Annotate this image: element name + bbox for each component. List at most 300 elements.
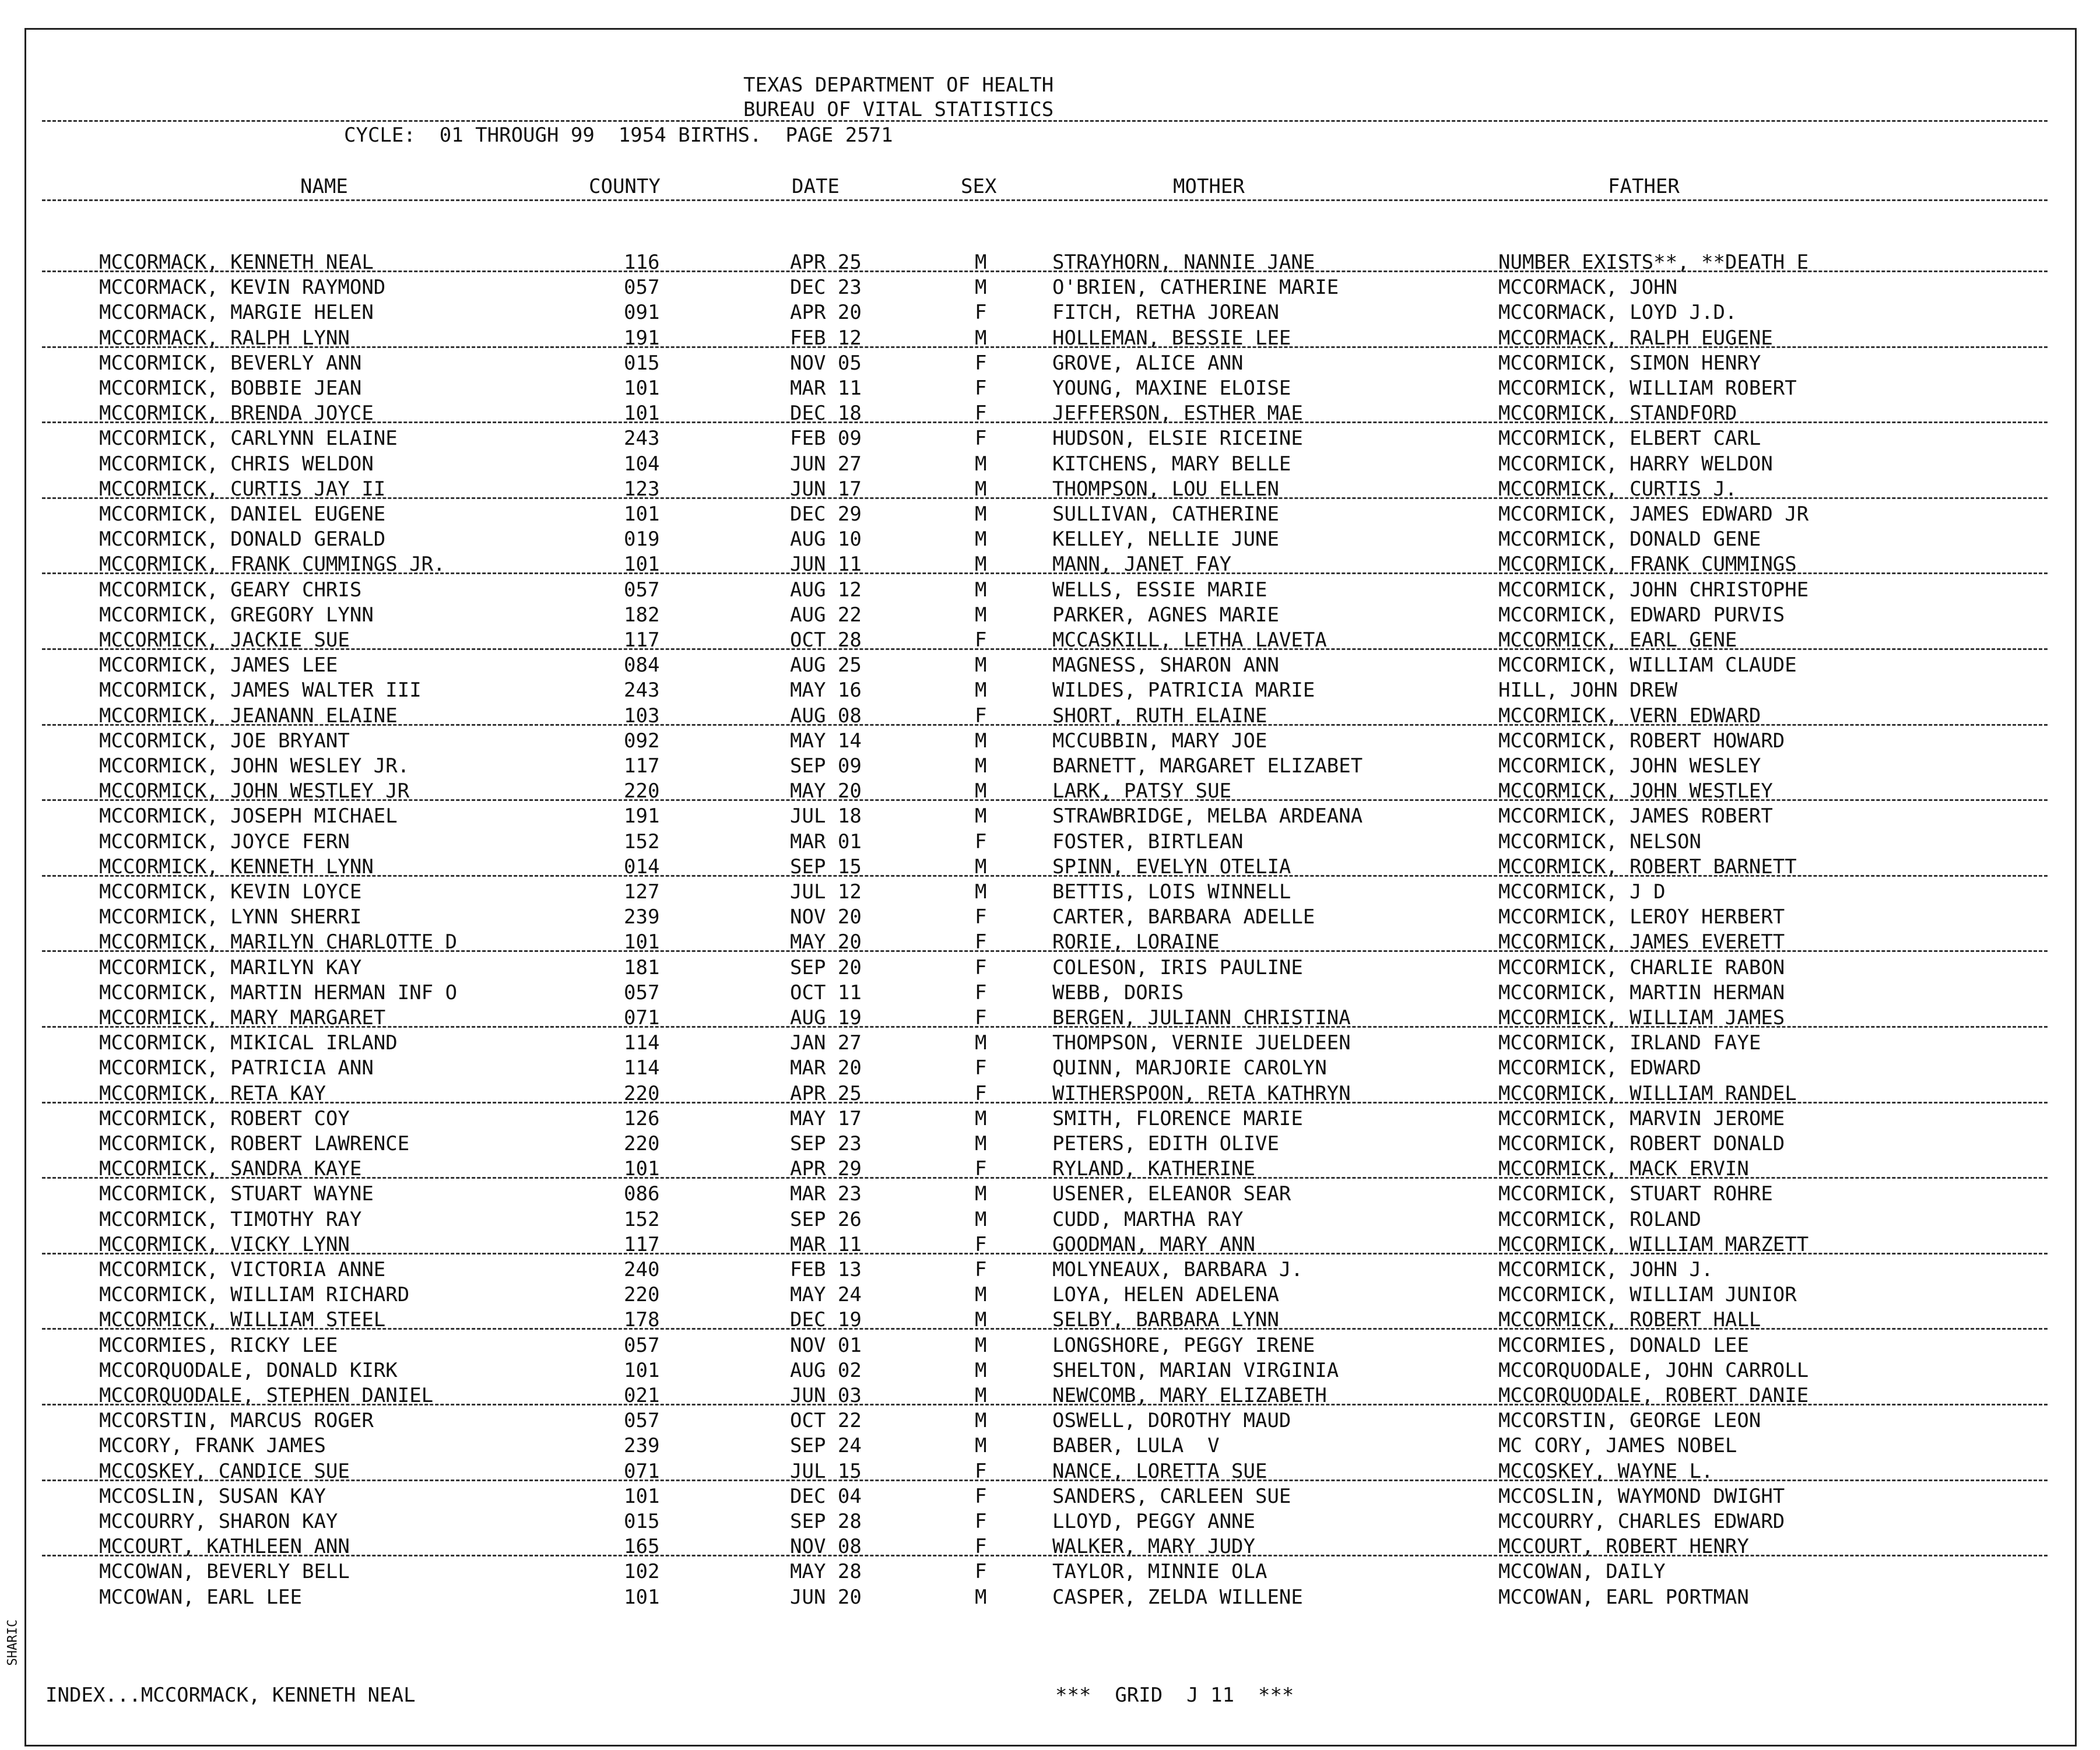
row-county: 057 (624, 1333, 660, 1357)
row-sex: M (975, 653, 987, 677)
row-sex: M (975, 477, 987, 501)
row-father: MCCORMICK, NELSON (1498, 830, 1701, 853)
row-date: MAY 28 (790, 1560, 862, 1584)
row-sex: F (975, 1006, 987, 1029)
row-date: MAR 11 (790, 377, 862, 400)
row-date: JUN 27 (790, 452, 862, 476)
row-name: MCCORMICK, RETA KAY (99, 1081, 326, 1105)
row-sex: M (975, 276, 987, 300)
row-father: MCCORMICK, LEROY HERBERT (1498, 905, 1785, 929)
row-county: 243 (624, 679, 660, 702)
row-date: APR 20 (790, 301, 862, 325)
row-sex: M (975, 528, 987, 551)
row-mother: LOYA, HELEN ADELENA (1052, 1283, 1279, 1307)
row-mother: RYLAND, KATHERINE (1052, 1157, 1255, 1181)
row-county: 239 (624, 1434, 660, 1458)
row-father: MCCORMICK, WILLIAM JUNIOR (1498, 1283, 1797, 1307)
row-date: MAY 24 (790, 1283, 862, 1307)
row-mother: BERGEN, JULIANN CHRISTINA (1052, 1006, 1351, 1029)
row-mother: TAYLOR, MINNIE OLA (1052, 1560, 1267, 1584)
row-county: 014 (624, 855, 660, 878)
row-date: JUN 03 (790, 1384, 862, 1407)
row-group-divider (42, 724, 2048, 726)
row-sex: M (975, 779, 987, 803)
row-date: DEC 04 (790, 1484, 862, 1508)
row-date: JUN 20 (790, 1585, 862, 1609)
row-sex: F (975, 981, 987, 1004)
row-sex: F (975, 1258, 987, 1281)
row-father: MCCORMICK, JOHN J. (1498, 1258, 1713, 1281)
row-mother: LARK, PATSY SUE (1052, 779, 1232, 803)
row-county: 220 (624, 779, 660, 803)
row-county: 057 (624, 578, 660, 602)
row-group-divider (42, 497, 2048, 499)
row-name: MCCORMICK, BEVERLY ANN (99, 351, 362, 375)
row-date: SEP 26 (790, 1207, 862, 1231)
row-county: 015 (624, 351, 660, 375)
row-father: MCCORMICK, EDWARD (1498, 1056, 1701, 1080)
row-date: NOV 05 (790, 351, 862, 375)
header-bureau: BUREAU OF VITAL STATISTICS (743, 98, 1054, 121)
row-sex: F (975, 402, 987, 426)
row-father: MCCORMICK, ROLAND (1498, 1207, 1701, 1231)
row-father: MCCORMICK, EDWARD PURVIS (1498, 603, 1785, 627)
row-county: 220 (624, 1283, 660, 1307)
row-father: MCCORMICK, JAMES EVERETT (1498, 930, 1785, 954)
row-father: MCCORMICK, ROBERT HALL (1498, 1308, 1761, 1332)
row-mother: SPINN, EVELYN OTELIA (1052, 855, 1291, 878)
row-mother: WEBB, DORIS (1052, 981, 1184, 1004)
row-name: MCCORMICK, DONALD GERALD (99, 528, 386, 551)
row-father: MCCORMICK, EARL GENE (1498, 628, 1737, 652)
row-mother: MOLYNEAUX, BARBARA J. (1052, 1258, 1303, 1281)
row-county: 057 (624, 1409, 660, 1433)
row-mother: SMITH, FLORENCE MARIE (1052, 1106, 1303, 1130)
row-mother: SANDERS, CARLEEN SUE (1052, 1484, 1291, 1508)
row-sex: F (975, 301, 987, 325)
row-sex: M (975, 1308, 987, 1332)
row-father: MCCORMICK, MARVIN JEROME (1498, 1106, 1785, 1130)
row-father: MCCORSTIN, GEORGE LEON (1498, 1409, 1761, 1433)
row-name: MCCORMICK, CARLYNN ELAINE (99, 427, 398, 451)
row-sex: M (975, 804, 987, 828)
row-sex: M (975, 1283, 987, 1307)
row-name: MCCORMICK, MARY MARGARET (99, 1006, 386, 1029)
row-name: MCCORQUODALE, DONALD KIRK (99, 1358, 398, 1382)
row-sex: M (975, 1333, 987, 1357)
row-mother: KELLEY, NELLIE JUNE (1052, 528, 1279, 551)
row-name: MCCORMICK, MARILYN CHARLOTTE D (99, 930, 458, 954)
row-date: MAR 23 (790, 1182, 862, 1206)
row-date: AUG 19 (790, 1006, 862, 1029)
row-group-divider (42, 799, 2048, 801)
row-date: SEP 09 (790, 754, 862, 778)
row-name: MCCORMICK, VICKY LYNN (99, 1232, 350, 1256)
row-group-divider (42, 1253, 2048, 1254)
row-date: JUL 12 (790, 880, 862, 904)
row-father: MCCORMICK, ROBERT BARNETT (1498, 855, 1797, 878)
row-date: AUG 25 (790, 653, 862, 677)
row-county: 102 (624, 1560, 660, 1584)
row-name: MCCORMICK, JAMES LEE (99, 653, 338, 677)
row-sex: M (975, 603, 987, 627)
row-sex: M (975, 679, 987, 702)
row-date: JUL 18 (790, 804, 862, 828)
row-name: MCCORMICK, GEARY CHRIS (99, 578, 362, 602)
row-name: MCCORMICK, KENNETH LYNN (99, 855, 374, 878)
row-sex: F (975, 930, 987, 954)
row-father: MCCOWAN, EARL PORTMAN (1498, 1585, 1749, 1609)
column-header-date: DATE (792, 175, 840, 198)
row-mother: LONGSHORE, PEGGY IRENE (1052, 1333, 1315, 1357)
row-group-divider (42, 1328, 2048, 1330)
row-county: 114 (624, 1056, 660, 1080)
row-father: MCCOWAN, DAILY (1498, 1560, 1666, 1584)
row-father: MCCORMACK, RALPH EUGENE (1498, 326, 1773, 350)
row-mother: SHELTON, MARIAN VIRGINIA (1052, 1358, 1339, 1382)
row-sex: F (975, 1560, 987, 1584)
row-name: MCCORMACK, RALPH LYNN (99, 326, 350, 350)
column-header-father: FATHER (1608, 175, 1680, 198)
row-sex: F (975, 704, 987, 728)
row-name: MCCOWAN, EARL LEE (99, 1585, 302, 1609)
row-mother: SULLIVAN, CATHERINE (1052, 502, 1279, 526)
row-date: JUN 17 (790, 477, 862, 501)
row-county: 101 (624, 1484, 660, 1508)
row-sex: M (975, 1132, 987, 1155)
row-mother: HOLLEMAN, BESSIE LEE (1052, 326, 1291, 350)
row-date: OCT 22 (790, 1409, 862, 1433)
row-date: NOV 20 (790, 905, 862, 929)
row-mother: BARNETT, MARGARET ELIZABET (1052, 754, 1363, 778)
row-sex: M (975, 1409, 987, 1433)
row-county: 114 (624, 1031, 660, 1055)
row-father: MCCORMICK, JAMES ROBERT (1498, 804, 1773, 828)
row-date: OCT 11 (790, 981, 862, 1004)
row-father: MCCORMICK, JOHN WESTLEY (1498, 779, 1773, 803)
row-name: MCCORMICK, MARILYN KAY (99, 955, 362, 979)
row-sex: F (975, 351, 987, 375)
row-father: MCCORMICK, CHARLIE RABON (1498, 955, 1785, 979)
row-sex: M (975, 1207, 987, 1231)
row-sex: M (975, 729, 987, 753)
row-mother: FITCH, RETHA JOREAN (1052, 301, 1279, 325)
row-father: MCCORMICK, JAMES EDWARD JR (1498, 502, 1809, 526)
row-county: 117 (624, 628, 660, 652)
row-date: MAY 16 (790, 679, 862, 702)
row-group-divider (42, 572, 2048, 574)
row-date: SEP 24 (790, 1434, 862, 1458)
row-mother: STRAWBRIDGE, MELBA ARDEANA (1052, 804, 1363, 828)
row-father: MCCORMICK, CURTIS J. (1498, 477, 1737, 501)
row-mother: CASPER, ZELDA WILLENE (1052, 1585, 1303, 1609)
row-name: MCCORMACK, MARGIE HELEN (99, 301, 374, 325)
row-name: MCCORMICK, ROBERT COY (99, 1106, 350, 1130)
row-name: MCCORMACK, KEVIN RAYMOND (99, 276, 386, 300)
row-date: AUG 08 (790, 704, 862, 728)
row-group-divider (42, 421, 2048, 423)
row-mother: MAGNESS, SHARON ANN (1052, 653, 1279, 677)
row-name: MCCORY, FRANK JAMES (99, 1434, 326, 1458)
row-mother: BABER, LULA V (1052, 1434, 1220, 1458)
row-mother: BETTIS, LOIS WINNELL (1052, 880, 1291, 904)
row-date: DEC 29 (790, 502, 862, 526)
row-father: MCCORMACK, LOYD J.D. (1498, 301, 1737, 325)
row-mother: MCCASKILL, LETHA LAVETA (1052, 628, 1327, 652)
row-sex: M (975, 1031, 987, 1055)
row-father: MCCORQUODALE, JOHN CARROLL (1498, 1358, 1809, 1382)
row-sex: M (975, 1106, 987, 1130)
row-county: 091 (624, 301, 660, 325)
row-county: 101 (624, 930, 660, 954)
row-father: MCCORMICK, ROBERT HOWARD (1498, 729, 1785, 753)
row-name: MCCORMIES, RICKY LEE (99, 1333, 338, 1357)
row-father: MCCORMICK, WILLIAM JAMES (1498, 1006, 1785, 1029)
row-mother: OSWELL, DOROTHY MAUD (1052, 1409, 1291, 1433)
row-county: 123 (624, 477, 660, 501)
footer-grid: *** GRID J 11 *** (1055, 1684, 1294, 1707)
row-date: MAR 20 (790, 1056, 862, 1080)
row-name: MCCORMICK, VICTORIA ANNE (99, 1258, 386, 1281)
header-title: TEXAS DEPARTMENT OF HEALTH (743, 73, 1054, 97)
row-mother: NEWCOMB, MARY ELIZABETH (1052, 1384, 1327, 1407)
cycle-line: CYCLE: 01 THROUGH 99 1954 BIRTHS. PAGE 2571 (344, 124, 893, 147)
row-father: MCCORMICK, ROBERT DONALD (1498, 1132, 1785, 1155)
row-mother: STRAYHORN, NANNIE JANE (1052, 251, 1315, 274)
row-date: AUG 02 (790, 1358, 862, 1382)
row-county: 057 (624, 276, 660, 300)
row-sex: F (975, 1459, 987, 1483)
row-date: DEC 18 (790, 402, 862, 426)
row-sex: M (975, 578, 987, 602)
row-county: 071 (624, 1459, 660, 1483)
row-name: MCCOWAN, BEVERLY BELL (99, 1560, 350, 1584)
column-header-divider (42, 199, 2048, 201)
side-mark: SHARIC (5, 1619, 20, 1666)
row-sex: M (975, 502, 987, 526)
row-mother: THOMPSON, LOU ELLEN (1052, 477, 1279, 501)
row-date: DEC 23 (790, 276, 862, 300)
row-county: 116 (624, 251, 660, 274)
row-name: MCCORMICK, WILLIAM STEEL (99, 1308, 386, 1332)
row-mother: SHORT, RUTH ELAINE (1052, 704, 1267, 728)
row-mother: KITCHENS, MARY BELLE (1052, 452, 1291, 476)
row-date: APR 25 (790, 1081, 862, 1105)
row-father: MCCORMICK, ELBERT CARL (1498, 427, 1761, 451)
row-county: 101 (624, 1157, 660, 1181)
row-county: 101 (624, 502, 660, 526)
row-county: 092 (624, 729, 660, 753)
row-date: MAY 14 (790, 729, 862, 753)
row-father: MCCORMICK, FRANK CUMMINGS (1498, 553, 1797, 577)
row-county: 182 (624, 603, 660, 627)
row-date: APR 25 (790, 251, 862, 274)
row-name: MCCORMICK, CURTIS JAY II (99, 477, 386, 501)
row-name: MCCORMICK, STUART WAYNE (99, 1182, 374, 1206)
row-name: MCCORMICK, SANDRA KAYE (99, 1157, 362, 1181)
row-father: MCCORMICK, STANDFORD (1498, 402, 1737, 426)
row-sex: F (975, 628, 987, 652)
row-mother: WITHERSPOON, RETA KATHRYN (1052, 1081, 1351, 1105)
row-date: DEC 19 (790, 1308, 862, 1332)
row-mother: YOUNG, MAXINE ELOISE (1052, 377, 1291, 400)
row-father: MCCORMICK, STUART ROHRE (1498, 1182, 1773, 1206)
row-name: MCCORMICK, JOYCE FERN (99, 830, 350, 853)
row-date: OCT 28 (790, 628, 862, 652)
row-sex: M (975, 855, 987, 878)
row-father: MCCORQUODALE, ROBERT DANIE (1498, 1384, 1809, 1407)
row-father: MCCORMICK, VERN EDWARD (1498, 704, 1761, 728)
row-name: MCCORMICK, BRENDA JOYCE (99, 402, 374, 426)
row-county: 165 (624, 1535, 660, 1559)
row-county: 101 (624, 377, 660, 400)
row-mother: LLOYD, PEGGY ANNE (1052, 1510, 1255, 1533)
row-name: MCCORMICK, BOBBIE JEAN (99, 377, 362, 400)
row-name: MCCORMICK, WILLIAM RICHARD (99, 1283, 410, 1307)
row-date: JUN 11 (790, 553, 862, 577)
row-sex: M (975, 1585, 987, 1609)
row-mother: CARTER, BARBARA ADELLE (1052, 905, 1315, 929)
row-date: NOV 08 (790, 1535, 862, 1559)
row-county: 127 (624, 880, 660, 904)
row-name: MCCORMICK, JACKIE SUE (99, 628, 350, 652)
row-county: 191 (624, 326, 660, 350)
row-name: MCCORMICK, JOE BRYANT (99, 729, 350, 753)
row-county: 086 (624, 1182, 660, 1206)
row-group-divider (42, 875, 2048, 877)
column-header-sex: SEX (961, 175, 997, 198)
row-mother: GROVE, ALICE ANN (1052, 351, 1244, 375)
row-date: APR 29 (790, 1157, 862, 1181)
row-sex: M (975, 1358, 987, 1382)
row-mother: WALKER, MARY JUDY (1052, 1535, 1255, 1559)
row-sex: F (975, 1081, 987, 1105)
row-date: JUL 15 (790, 1459, 862, 1483)
row-sex: F (975, 1232, 987, 1256)
row-father: MCCOURRY, CHARLES EDWARD (1498, 1510, 1785, 1533)
row-sex: M (975, 1434, 987, 1458)
row-name: MCCORMICK, JOSEPH MICHAEL (99, 804, 398, 828)
row-county: 101 (624, 553, 660, 577)
row-group-divider (42, 1404, 2048, 1405)
row-sex: M (975, 251, 987, 274)
row-county: 021 (624, 1384, 660, 1407)
row-county: 152 (624, 1207, 660, 1231)
row-county: 220 (624, 1081, 660, 1105)
row-mother: QUINN, MARJORIE CAROLYN (1052, 1056, 1327, 1080)
row-name: MCCORMICK, CHRIS WELDON (99, 452, 374, 476)
row-father: MCCORMICK, IRLAND FAYE (1498, 1031, 1761, 1055)
row-mother: O'BRIEN, CATHERINE MARIE (1052, 276, 1339, 300)
row-date: AUG 10 (790, 528, 862, 551)
row-mother: SELBY, BARBARA LYNN (1052, 1308, 1279, 1332)
row-father: MCCORMICK, J D (1498, 880, 1666, 904)
row-date: SEP 23 (790, 1132, 862, 1155)
row-county: 181 (624, 955, 660, 979)
row-sex: M (975, 880, 987, 904)
row-county: 101 (624, 1358, 660, 1382)
row-sex: M (975, 553, 987, 577)
row-group-divider (42, 1102, 2048, 1104)
row-name: MCCOSLIN, SUSAN KAY (99, 1484, 326, 1508)
row-date: MAR 11 (790, 1232, 862, 1256)
row-father: MCCORMICK, DONALD GENE (1498, 528, 1761, 551)
row-name: MCCOURRY, SHARON KAY (99, 1510, 338, 1533)
row-group-divider (42, 270, 2048, 272)
row-county: 243 (624, 427, 660, 451)
column-header-county: COUNTY (589, 175, 661, 198)
row-mother: PARKER, AGNES MARIE (1052, 603, 1279, 627)
row-county: 117 (624, 1232, 660, 1256)
row-father: MCCORMIES, DONALD LEE (1498, 1333, 1749, 1357)
row-name: MCCORMICK, JOHN WESTLEY JR (99, 779, 410, 803)
row-mother: COLESON, IRIS PAULINE (1052, 955, 1303, 979)
row-mother: FOSTER, BIRTLEAN (1052, 830, 1244, 853)
row-sex: F (975, 1157, 987, 1181)
row-sex: F (975, 427, 987, 451)
row-father: HILL, JOHN DREW (1498, 679, 1678, 702)
column-header-name: NAME (300, 175, 348, 198)
row-name: MCCORMICK, TIMOTHY RAY (99, 1207, 362, 1231)
row-county: 101 (624, 402, 660, 426)
row-date: AUG 22 (790, 603, 862, 627)
row-date: MAY 17 (790, 1106, 862, 1130)
row-father: MCCOSKEY, WAYNE L. (1498, 1459, 1713, 1483)
row-name: MCCORSTIN, MARCUS ROGER (99, 1409, 374, 1433)
row-father: MCCORMICK, MACK ERVIN (1498, 1157, 1749, 1181)
row-date: FEB 09 (790, 427, 862, 451)
row-mother: WILDES, PATRICIA MARIE (1052, 679, 1315, 702)
row-father: MC CORY, JAMES NOBEL (1498, 1434, 1737, 1458)
row-sex: M (975, 1384, 987, 1407)
row-sex: M (975, 754, 987, 778)
row-name: MCCORMICK, DANIEL EUGENE (99, 502, 386, 526)
row-mother: PETERS, EDITH OLIVE (1052, 1132, 1279, 1155)
row-county: 117 (624, 754, 660, 778)
row-father: MCCORMICK, MARTIN HERMAN (1498, 981, 1785, 1004)
row-date: NOV 01 (790, 1333, 862, 1357)
row-date: FEB 13 (790, 1258, 862, 1281)
row-group-divider (42, 648, 2048, 650)
row-name: MCCORMICK, FRANK CUMMINGS JR. (99, 553, 445, 577)
row-father: MCCORMICK, JOHN WESLEY (1498, 754, 1761, 778)
row-mother: GOODMAN, MARY ANN (1052, 1232, 1255, 1256)
row-father: MCCORMICK, WILLIAM RANDEL (1498, 1081, 1797, 1105)
row-name: MCCORQUODALE, STEPHEN DANIEL (99, 1384, 434, 1407)
row-sex: F (975, 1056, 987, 1080)
row-name: MCCORMICK, MARTIN HERMAN INF O (99, 981, 458, 1004)
row-father: MCCOURT, ROBERT HENRY (1498, 1535, 1749, 1559)
row-mother: MANN, JANET FAY (1052, 553, 1232, 577)
row-name: MCCOSKEY, CANDICE SUE (99, 1459, 350, 1483)
row-father: MCCORMICK, HARRY WELDON (1498, 452, 1773, 476)
row-county: 101 (624, 1585, 660, 1609)
header-divider (42, 120, 2048, 122)
row-group-divider (42, 950, 2048, 952)
row-name: MCCORMACK, KENNETH NEAL (99, 251, 374, 274)
row-father: MCCORMICK, WILLIAM MARZETT (1498, 1232, 1809, 1256)
row-county: 220 (624, 1132, 660, 1155)
row-sex: F (975, 830, 987, 853)
row-sex: F (975, 1484, 987, 1508)
row-name: MCCORMICK, MIKICAL IRLAND (99, 1031, 398, 1055)
row-county: 084 (624, 653, 660, 677)
row-county: 019 (624, 528, 660, 551)
row-county: 240 (624, 1258, 660, 1281)
row-group-divider (42, 346, 2048, 348)
row-name: MCCORMICK, KEVIN LOYCE (99, 880, 362, 904)
row-county: 015 (624, 1510, 660, 1533)
